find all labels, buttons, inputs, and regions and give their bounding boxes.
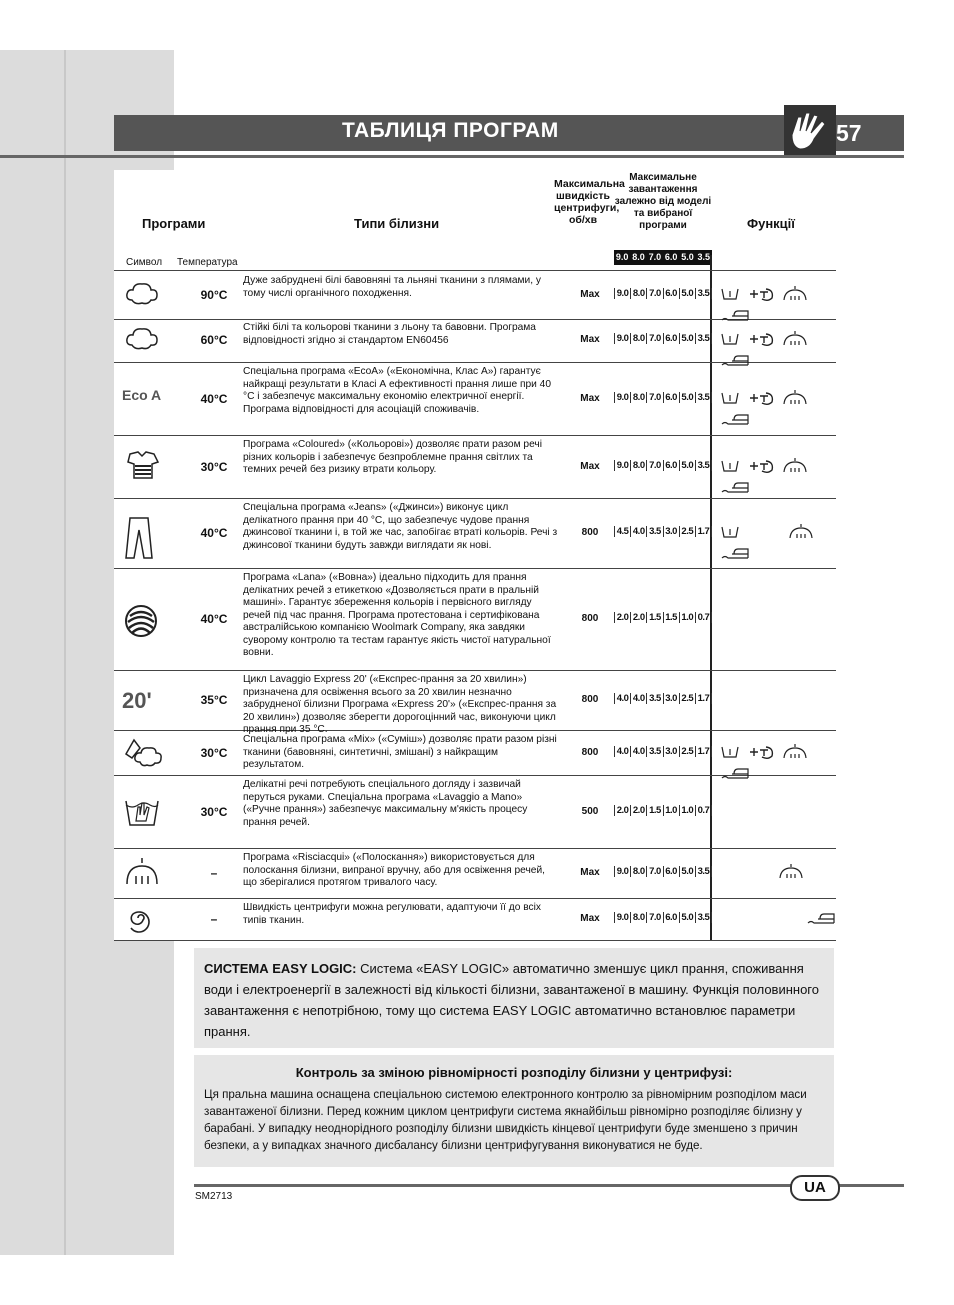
extra-rinse-icon <box>778 864 804 880</box>
load-cell: 7.0 <box>646 333 662 344</box>
row-description: Спеціальна програма «EcoA» («Економічна, Клас А») гарантує найкращі результати в Класі А ефективності прання лише при 40 °C і забезпечує максимальну економію електричної енергії. Програма відповідності для асоціацій споживачів. <box>243 366 552 415</box>
row-spin: 500 <box>581 805 599 817</box>
load-values <box>614 912 712 923</box>
row-temperature: 40°C <box>200 526 228 540</box>
load-cell: 5.0 <box>679 288 695 299</box>
load-cell: 2.0 <box>630 805 646 816</box>
table-row <box>114 848 836 899</box>
left-margin-line <box>64 50 66 1255</box>
express-20-icon: 20' <box>122 688 152 713</box>
row-functions <box>720 864 836 886</box>
load-cell: 0.7 <box>695 805 712 816</box>
easy-logic-box <box>194 948 834 1048</box>
row-description: Програма «Lana» («Вовна») ідеально підходить для прання делікатних речей з етикеткою «Дозволяється прати в пральній машині». Гарантує збереження кольорів і первісного вигляду речей під час прання. Програма протестована і сертифікована австралійською компанією Woolmark Company, яка завдяки суворому контролю та тестам гарантує якість чистої натуральної вовни. <box>243 572 551 658</box>
row-spin: Max <box>580 392 600 404</box>
temperature-icon <box>748 331 776 347</box>
load-cell: 4.0 <box>630 746 646 757</box>
row-functions <box>720 910 836 932</box>
load-cell: 1.7 <box>695 526 712 537</box>
temperature-icon <box>748 458 776 474</box>
prewash-icon <box>720 390 742 406</box>
load-values <box>614 866 712 877</box>
load-cell: 9.0 <box>614 912 630 923</box>
row-functions <box>720 458 836 480</box>
load-cell: 4.0 <box>614 693 630 704</box>
table-row <box>114 775 836 849</box>
load-cell: 8.0 <box>630 912 646 923</box>
balance-control-title: Контроль за зміною рівномірності розподілу білизни у центрифузі: <box>295 1065 733 1080</box>
header-types: Типи білизни <box>354 216 440 231</box>
load-cell: 5.0 <box>679 460 695 471</box>
row-functions <box>720 524 836 546</box>
row-description: Дуже забруднені білі бавовняні та льняні тканини з плямами, у тому числі органічного походження. <box>243 275 541 299</box>
load-cell: 2.0 <box>614 612 630 623</box>
load-cell: 8.0 <box>630 866 646 877</box>
table-row <box>114 318 836 363</box>
balance-control-text: Ця пральна машина оснащена спеціальною системою електронного контролю за рівномірним розподілом маси завантаженої білизни. Перед кожним циклом центрифуги система якнайбільш рівномірно розподіляє білизну у барабані. У випадку неоднорідного розподілу білизни швидкість кінцевої центрифуги буде зменшено з причин безпеки, а у випадках значного дисбалансу білизни центрифугування виконуватися не буде. <box>204 1088 807 1152</box>
row-description: Програма «Risciacqui» («Полоскання») використовується для полоскання білизни, випраної вручну, або для освіження речей, що зберігалися протягом тривалого часу. <box>243 852 545 888</box>
load-values <box>614 460 712 471</box>
table-row <box>114 730 836 776</box>
document-code: SM2713 <box>195 1191 233 1202</box>
mix-icon <box>122 736 170 770</box>
load-header-cell: 8.0 <box>632 252 645 262</box>
load-cell: 2.5 <box>679 526 695 537</box>
load-cell: 3.0 <box>663 526 679 537</box>
load-cell: 6.0 <box>663 460 679 471</box>
spin-speed-icon <box>806 910 836 926</box>
row-temperature: 30°C <box>200 459 228 474</box>
row-spin: 800 <box>581 746 599 758</box>
load-header-cell: 9.0 <box>615 252 629 262</box>
row-description: Швидкість центрифуги можна регулювати, адаптуючи її до всіх типів тканин. <box>243 902 541 926</box>
temperature-icon <box>748 286 776 302</box>
table-row <box>114 362 836 436</box>
load-cell: 3.5 <box>695 333 712 344</box>
row-temperature: 40°C <box>200 612 228 626</box>
header-functions: Функції <box>747 216 795 231</box>
extra-rinse-icon <box>782 744 808 760</box>
load-cell: 2.5 <box>679 693 695 704</box>
hand-icon <box>784 105 836 155</box>
load-cell: 3.0 <box>663 693 679 704</box>
table-row <box>114 270 836 320</box>
row-spin: Max <box>580 867 600 878</box>
load-cell: 1.7 <box>695 746 712 757</box>
load-values <box>614 693 712 704</box>
load-cell: 3.0 <box>663 746 679 757</box>
load-cell: 8.0 <box>630 288 646 299</box>
extra-rinse-icon <box>782 390 808 406</box>
load-cell: 3.5 <box>695 392 712 403</box>
row-spin: 800 <box>581 613 599 624</box>
row-spin: Max <box>580 460 600 472</box>
load-cell: 9.0 <box>614 333 630 344</box>
load-cell: 7.0 <box>646 912 662 923</box>
row-spin: Max <box>580 289 600 300</box>
handwash-icon <box>122 795 170 829</box>
load-cell: 4.0 <box>630 693 646 704</box>
load-cell: 6.0 <box>663 333 679 344</box>
load-values <box>614 612 712 623</box>
row-description: Стійкі білі та кольорові тканини з льону та бавовни. Програма відповідності згідно зі стандартом EN60456 <box>243 322 536 346</box>
eco-a-icon: Eco A <box>122 386 162 403</box>
load-cell: 2.0 <box>630 612 646 623</box>
table-row <box>114 435 836 499</box>
row-description: Спеціальна програма «Mix» («Суміш») дозволяє прати разом різні тканини (бавовняні, синтетичні, змішані) з найкращим результатом. <box>243 734 557 770</box>
row-functions <box>720 803 836 825</box>
load-cell: 8.0 <box>630 460 646 471</box>
spin-speed-icon <box>720 479 750 495</box>
row-temperature: 35°C <box>200 693 228 707</box>
spin-speed-icon <box>720 411 750 427</box>
load-cell: 5.0 <box>679 866 695 877</box>
load-cell: 3.5 <box>695 866 712 877</box>
load-cell: 3.5 <box>646 746 662 757</box>
load-cell: 5.0 <box>679 333 695 344</box>
load-header-cell: 3.5 <box>697 252 711 262</box>
load-cell: 7.0 <box>646 288 662 299</box>
row-temperature: – <box>210 912 218 926</box>
row-temperature: 30°C <box>200 804 228 819</box>
row-temperature: 40°C <box>200 391 228 406</box>
load-header-cell: 6.0 <box>664 252 678 262</box>
row-description: Цикл Lavaggio Express 20' («Експрес-прання за 20 хвилин») призначена для освіження всього за 20 хвилин незначно забрудненої білизни Програма «Express 20'» («Експрес-прання за 20 хвилин») дозволяє зберегти дорогоцінний час, виконуючи цикл прання при 35 °C. <box>243 674 557 735</box>
row-functions <box>720 610 836 632</box>
load-cell: 8.0 <box>630 392 646 403</box>
load-values <box>614 392 712 403</box>
page-number: 57 <box>836 120 862 146</box>
spin-speed-icon <box>720 545 750 561</box>
row-temperature: 30°C <box>200 745 228 760</box>
load-cell: 1.5 <box>646 612 662 623</box>
load-cell: 8.0 <box>630 333 646 344</box>
load-cell: 7.0 <box>646 460 662 471</box>
load-values <box>614 333 712 344</box>
load-cell: 4.0 <box>614 746 630 757</box>
load-cell: 1.0 <box>679 612 695 623</box>
row-description: Делікатні речі потребують спеціального догляду і зазвичай перуться руками. Спеціальна програма «Lavaggio a Mano» («Ручне прання») забезпечує максимальну м'якість процесу прання речей. <box>243 779 528 828</box>
prewash-icon <box>720 458 742 474</box>
load-header-cell: 7.0 <box>648 252 662 262</box>
row-functions <box>720 390 836 412</box>
prewash-icon <box>720 524 742 540</box>
load-cell: 5.0 <box>679 392 695 403</box>
load-header-cell: 5.0 <box>681 252 694 262</box>
load-cell: 2.0 <box>614 805 630 816</box>
load-values <box>614 805 712 816</box>
row-functions <box>720 331 836 353</box>
row-spin: Max <box>580 334 600 345</box>
cotton-icon <box>122 278 170 312</box>
row-spin: 800 <box>581 527 599 538</box>
load-cell: 4.0 <box>630 526 646 537</box>
extra-rinse-icon <box>782 286 808 302</box>
header-programs: Програми <box>142 216 206 231</box>
load-cell: 5.0 <box>679 912 695 923</box>
prewash-icon <box>720 286 742 302</box>
prewash-icon <box>720 331 742 347</box>
easy-logic-label: СИСТЕМА EASY LOGIC: <box>204 961 357 976</box>
load-cell: 1.5 <box>663 612 679 623</box>
header-spin: Максимальна швидкість центрифуги, об/хв <box>554 178 625 226</box>
table-row <box>114 568 836 671</box>
row-functions <box>720 744 836 766</box>
load-cell: 9.0 <box>614 392 630 403</box>
load-cell: 7.0 <box>646 392 662 403</box>
programs-table <box>114 170 836 940</box>
load-cell: 1.5 <box>646 805 662 816</box>
load-cell: 1.0 <box>679 805 695 816</box>
load-cell: 0.7 <box>695 612 712 623</box>
rinse-icon <box>122 856 170 890</box>
load-cell: 1.7 <box>695 693 712 704</box>
row-description: Програма «Coloured» («Кольорові») дозволяє прати разом речі різних кольорів і забезпечує безпроблемне прання світлих та темних речей без ризику втрати кольору. <box>243 439 542 475</box>
load-cell: 6.0 <box>663 288 679 299</box>
language-badge: UA <box>790 1175 840 1201</box>
load-cell: 6.0 <box>663 912 679 923</box>
load-cell: 3.5 <box>695 288 712 299</box>
load-values <box>614 526 712 537</box>
load-cell: 9.0 <box>614 460 630 471</box>
row-functions <box>720 691 836 713</box>
load-cell: 7.0 <box>646 866 662 877</box>
load-header-bar <box>614 250 712 265</box>
load-cell: 3.5 <box>646 693 662 704</box>
header-symbol: Символ <box>126 257 163 268</box>
easy-logic-text: Система «EASY LOGIC» автоматично зменшує цикл прання, споживання води і електроенергії в залежності від кількості білизни, завантаженої в машину. Функція половинного завантаження є непотрібною, тому що система EASY LOGIC автоматично встановлює параметри прання. <box>204 961 819 1039</box>
table-row <box>114 498 836 569</box>
load-cell: 2.5 <box>679 746 695 757</box>
row-spin: Max <box>580 913 600 924</box>
temperature-icon <box>748 390 776 406</box>
jeans-icon <box>122 516 170 550</box>
table-row <box>114 670 836 735</box>
spin-icon <box>122 902 170 936</box>
header-load: Максимальне завантаження залежно від моделі та вибраної програми <box>614 172 712 231</box>
load-values <box>614 746 712 757</box>
prewash-icon <box>720 744 742 760</box>
wool-icon <box>122 602 170 636</box>
row-temperature: – <box>210 866 218 880</box>
load-cell: 4.5 <box>614 526 630 537</box>
temperature-icon <box>748 744 776 760</box>
load-cell: 1.0 <box>663 805 679 816</box>
load-cell: 3.5 <box>646 526 662 537</box>
load-cell: 6.0 <box>663 392 679 403</box>
load-cell: 9.0 <box>614 288 630 299</box>
page-title: ТАБЛИЦЯ ПРОГРАМ <box>342 119 559 142</box>
row-description: Спеціальна програма «Jeans» («Джинси») виконує цикл делікатного прання при 40 °C, що забезпечує чудове прання джинсової тканини і, в той же час, запобігає втраті кольорів. Речі з джинсової тканини будуть завжди виглядати як нові. <box>243 502 558 551</box>
coloured-icon <box>122 450 170 484</box>
extra-rinse-icon <box>788 524 814 540</box>
load-values <box>614 288 712 299</box>
row-spin: 800 <box>581 694 599 705</box>
cotton-icon <box>122 323 170 357</box>
header-temperature: Температура <box>177 257 238 268</box>
row-temperature: 90°C <box>200 288 228 302</box>
extra-rinse-icon <box>782 331 808 347</box>
load-cell: 3.5 <box>695 912 712 923</box>
table-row <box>114 898 836 941</box>
balance-control-box <box>194 1055 834 1167</box>
row-functions <box>720 286 836 308</box>
extra-rinse-icon <box>782 458 808 474</box>
load-cell: 6.0 <box>663 866 679 877</box>
load-cell: 3.5 <box>695 460 712 471</box>
load-cell: 9.0 <box>614 866 630 877</box>
row-temperature: 60°C <box>200 333 228 347</box>
title-underline <box>0 155 904 158</box>
